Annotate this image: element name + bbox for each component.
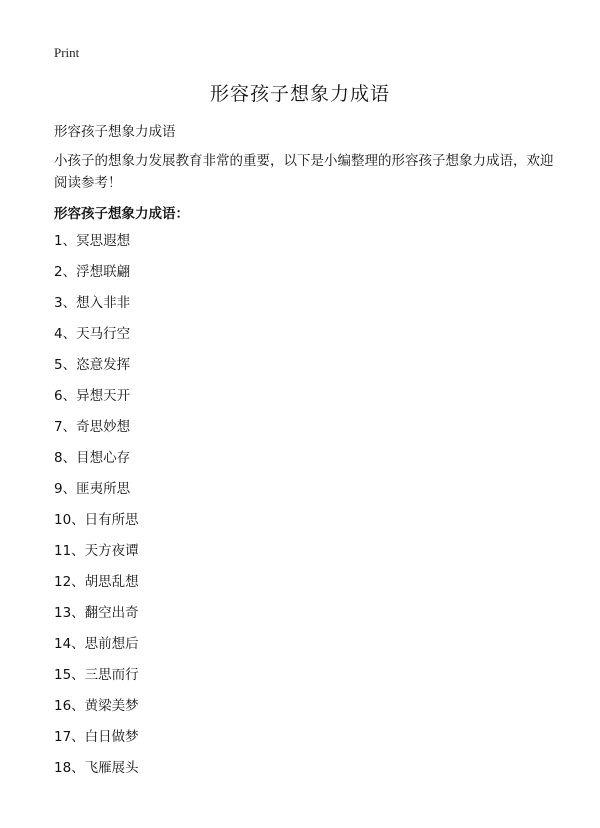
print-link[interactable]: Print	[54, 45, 80, 60]
list-item: 4、天马行空	[54, 326, 131, 342]
list-item: 8、目想心存	[54, 450, 131, 466]
idiom-list	[54, 226, 139, 784]
section-heading: 形容孩子想象力成语：	[54, 206, 189, 222]
list-item: 1、冥思遐想	[54, 233, 131, 249]
intro-paragraph: 小孩子的想象力发展教育非常的重要，以下是小编整理的形容孩子想象力成语，欢迎阅读参考！	[54, 153, 554, 191]
list-item: 5、恣意发挥	[54, 357, 131, 373]
list-item: 12、胡思乱想	[54, 574, 139, 590]
list-item: 10、日有所思	[54, 512, 139, 528]
list-item: 9、匪夷所思	[54, 481, 131, 497]
list-item: 11、天方夜谭	[54, 543, 139, 559]
list-item: 3、想入非非	[54, 295, 131, 311]
list-item: 14、思前想后	[54, 636, 139, 652]
list-item: 7、奇思妙想	[54, 419, 131, 435]
list-item: 13、翻空出奇	[54, 605, 139, 621]
article-subtitle: 形容孩子想象力成语	[54, 124, 176, 140]
list-item: 18、飞雁展头	[54, 760, 139, 776]
list-item: 6、异想天开	[54, 388, 131, 404]
list-item: 17、白日做梦	[54, 729, 139, 745]
list-item: 15、三思而行	[54, 667, 139, 683]
page-title: 形容孩子想象力成语	[209, 83, 390, 105]
list-item: 16、黄梁美梦	[54, 698, 139, 714]
list-item: 2、浮想联翩	[54, 264, 131, 280]
